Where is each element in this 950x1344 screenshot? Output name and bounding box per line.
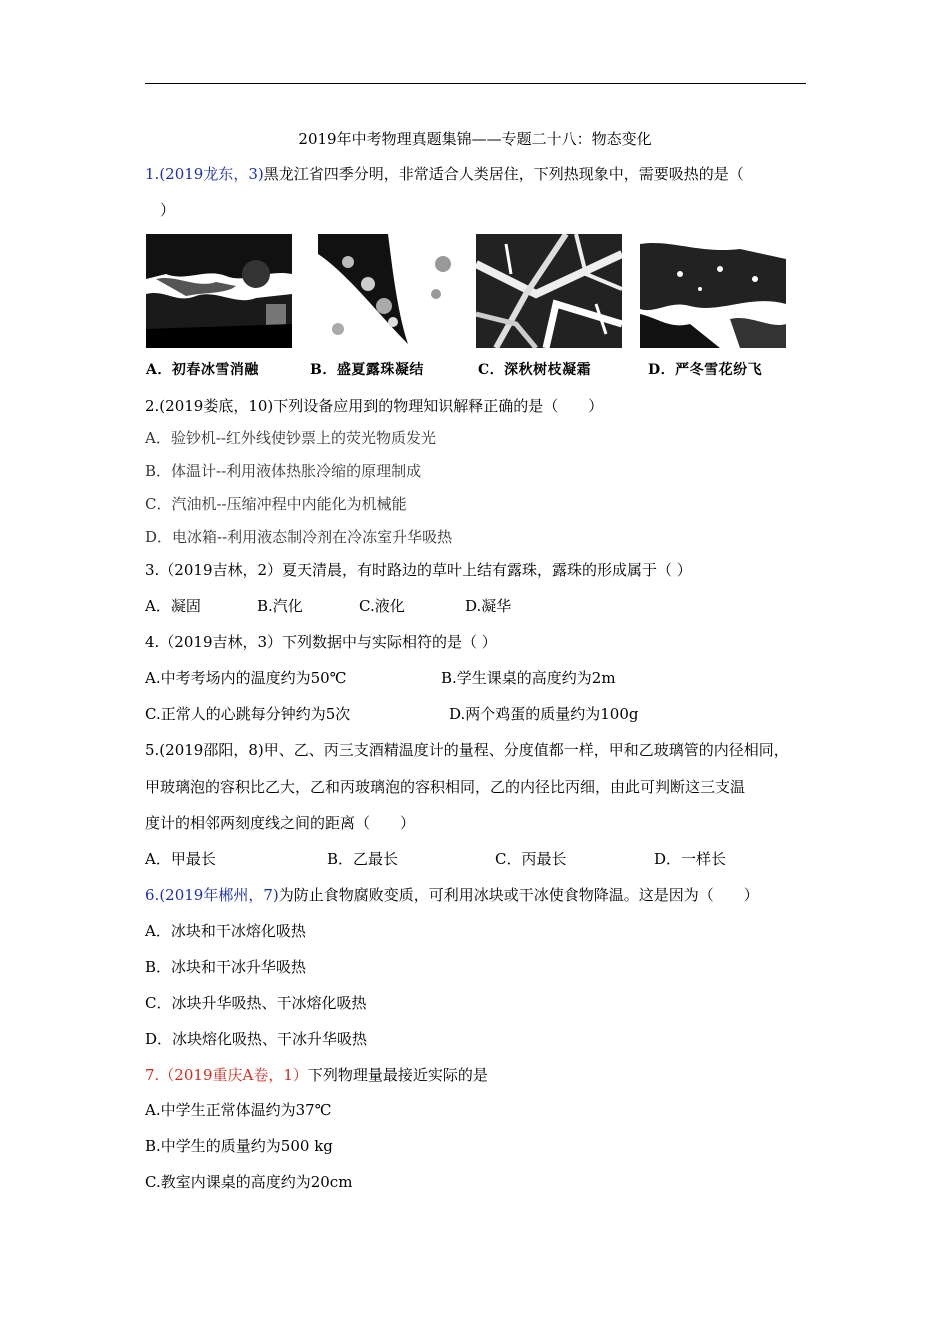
question-2-option-d: D．电冰箱--利用液态制冷剂在冷冻室升华吸热 (145, 528, 453, 546)
question-6-option-b: B．冰块和干冰升华吸热 (145, 958, 307, 976)
question-6-option-a: A．冰块和干冰熔化吸热 (145, 922, 306, 940)
question-2-option-b: B．体温计--利用液体热胀冷缩的原理制成 (145, 462, 422, 480)
question-2-option-a: A．验钞机--红外线使钞票上的荧光物质发光 (145, 429, 436, 447)
image-snowflakes (640, 234, 786, 348)
question-1-number: 1. (145, 165, 160, 183)
question-1-source: (2019龙东，3) (159, 165, 264, 183)
question-7 (145, 1065, 488, 1085)
image-dew-drops (318, 234, 464, 348)
question-3-option-b: B.汽化 (257, 597, 303, 615)
question-7-option-c: C.教室内课桌的高度约为20cm (145, 1173, 353, 1191)
question-1 (145, 164, 744, 184)
question-4-option-c: C.正常人的心跳每分钟约为5次 (145, 705, 351, 723)
question-5-option-d: D．一样长 (654, 850, 727, 868)
question-5-line-2: 甲玻璃泡的容积比乙大，乙和丙玻璃泡的容积相同，乙的内径比丙细，由此可判断这三支温 (145, 778, 746, 796)
question-2-option-c: C．汽油机--压缩冲程中内能化为机械能 (145, 495, 407, 513)
image-frost-branches (476, 234, 622, 348)
question-7-label: 7.（2019重庆A卷，1） (145, 1066, 308, 1084)
question-5-option-a: A．甲最长 (145, 850, 216, 868)
question-5-option-b: B．乙最长 (327, 850, 399, 868)
question-6-text: 为防止食物腐败变质，可利用冰块或干冰使食物降温。这是因为（ ） (278, 886, 759, 904)
question-5-option-c: C．丙最长 (495, 850, 567, 868)
question-6-option-d: D．冰块熔化吸热、干冰升华吸热 (145, 1030, 368, 1048)
question-3-option-c: C.液化 (359, 597, 405, 615)
question-6-source: (2019年郴州，7) (159, 886, 279, 904)
caption-a: A．初春冰雪消融 (146, 362, 259, 378)
question-6 (145, 885, 759, 905)
question-4-option-b: B.学生课桌的高度约为2m (441, 669, 616, 687)
question-4-stem: 4.（2019吉林，3）下列数据中与实际相符的是（ ） (145, 633, 497, 651)
header-rule (145, 83, 806, 84)
question-5-line-3: 度计的相邻两刻度线之间的距离（ ） (145, 814, 416, 832)
page-title: 2019年中考物理真题集锦——专题二十八：物态变化 (298, 130, 652, 148)
question-2-stem: 2.(2019娄底，10)下列设备应用到的物理知识解释正确的是（ ） (145, 397, 604, 415)
question-3-option-a: A．凝固 (145, 597, 201, 615)
question-7-option-a: A.中学生正常体温约为37℃ (145, 1101, 332, 1119)
image-ice-melting (146, 234, 292, 348)
question-6-option-c: C．冰块升华吸热、干冰熔化吸热 (145, 994, 367, 1012)
question-1-close-paren: ） (160, 201, 176, 219)
caption-c: C．深秋树枝凝霜 (478, 362, 592, 378)
question-1-text: 黑龙江省四季分明，非常适合人类居住，下列热现象中，需要吸热的是（ (263, 165, 744, 183)
question-7-option-b: B.中学生的质量约为500 kg (145, 1137, 333, 1155)
question-5-line-1: 5.(2019邵阳，8)甲、乙、丙三支酒精温度计的量程、分度值都一样，甲和乙玻璃管的内径相同， (145, 741, 789, 759)
question-3-option-d: D.凝华 (465, 597, 512, 615)
question-4-option-d: D.两个鸡蛋的质量约为100g (449, 705, 639, 723)
question-3-stem: 3.（2019吉林，2）夏天清晨，有时路边的草叶上结有露珠，露珠的形成属于（ ） (145, 561, 692, 579)
caption-d: D．严冬雪花纷飞 (648, 362, 763, 378)
question-6-number: 6. (145, 886, 160, 904)
caption-b: B．盛夏露珠凝结 (310, 362, 424, 378)
question-4-option-a: A.中考考场内的温度约为50℃ (145, 669, 347, 687)
question-7-text: 下列物理量最接近实际的是 (307, 1066, 488, 1084)
